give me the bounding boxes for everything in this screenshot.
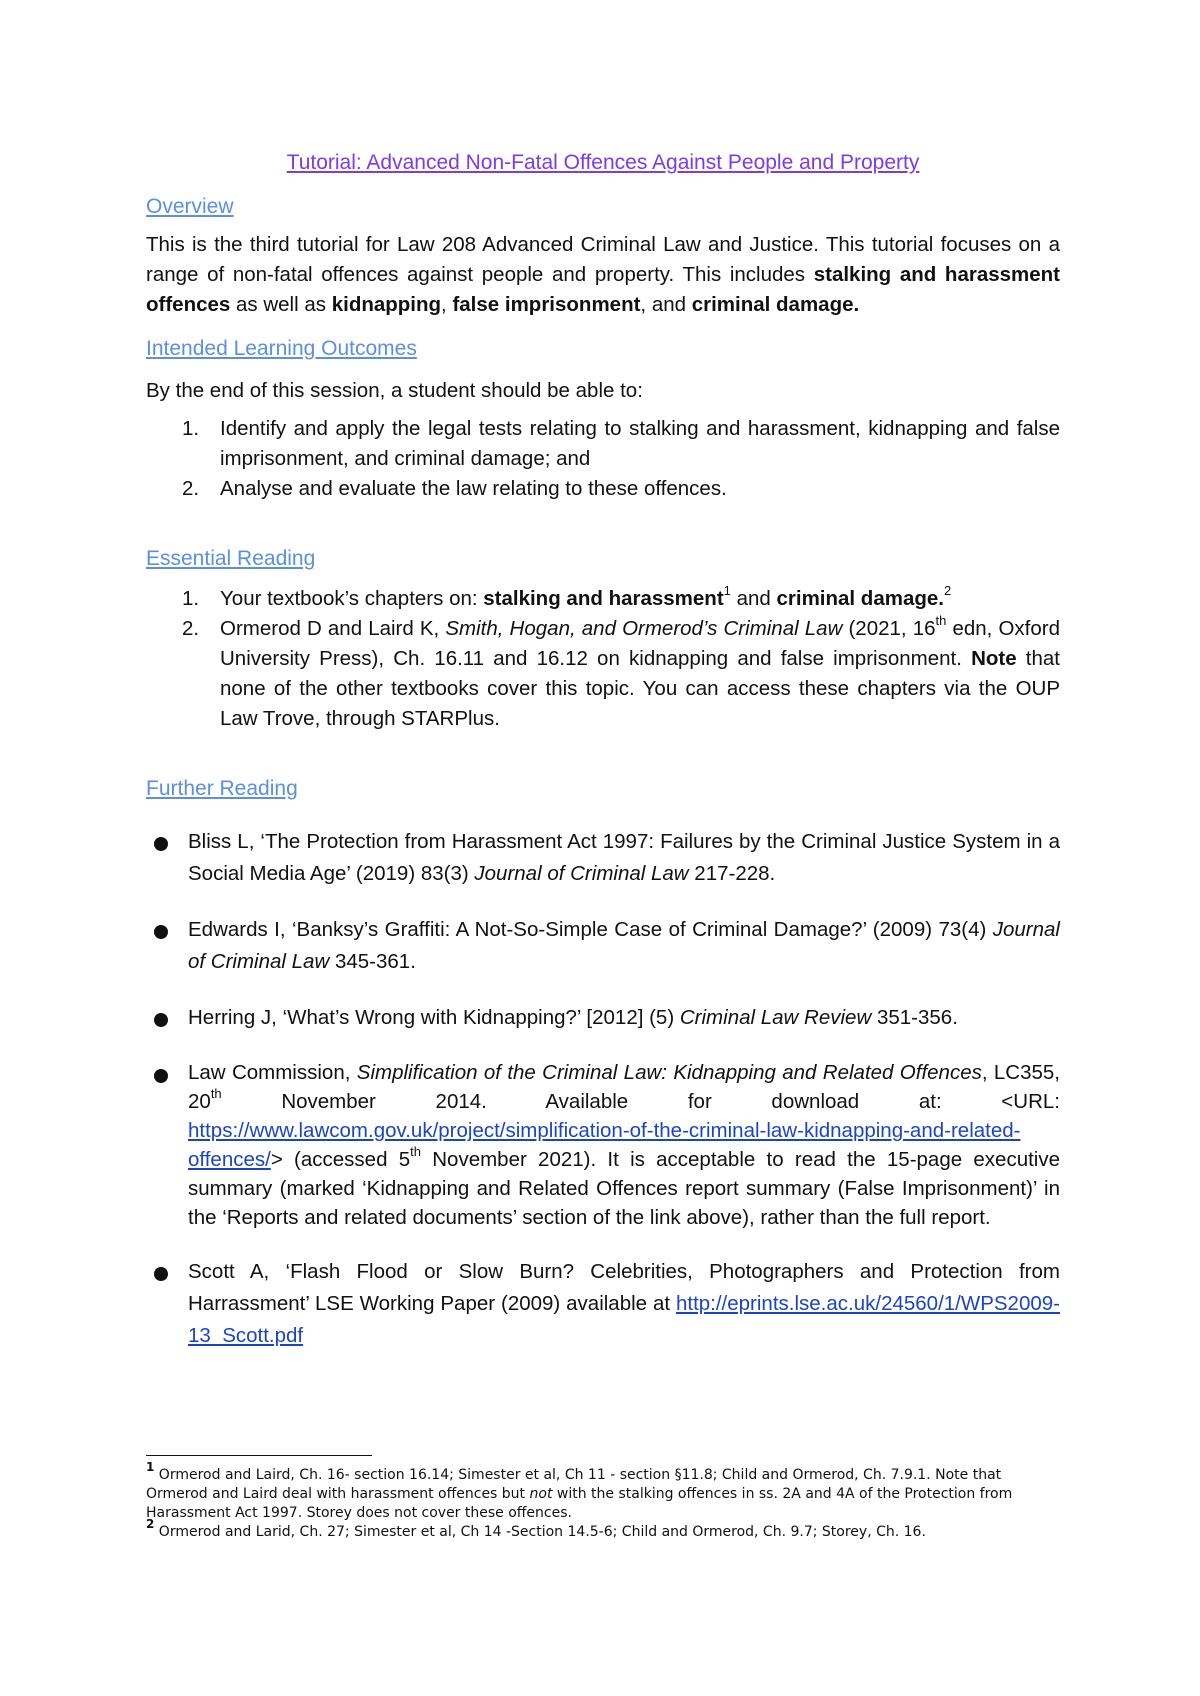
overview-heading: Overview [146, 195, 234, 218]
overview-text-1: This is the third tutorial for Law 208 Advanced Criminal Law and Justice. This tutorial focuses on a range of non-fatal offences against people and property. This includes [146, 233, 1060, 286]
page-title: Tutorial: Advanced Non-Fatal Offences Against People and Property [286, 151, 920, 174]
overview-paragraph [146, 230, 1060, 320]
footnote-ref-1[interactable]: 1 [723, 583, 731, 599]
list-item: 2. Ormerod D and Laird K, Smith, Hogan, and Ormerod’s Criminal Law (2021, 16th edn, Oxford University Press), Ch. 16.11 and 16.12 on kidnapping and false imprisonment. Note that none of the other textbooks cover this topic. You can access these chapters via the OUP Law Trove, through STARPlus. [182, 613, 1060, 730]
overview-bold-4: criminal damage. [691, 293, 860, 316]
bullet-icon [154, 1069, 168, 1083]
list-item: Law Commission, Simplification of the Criminal Law: Kidnapping and Related Offences, LC355, 20th November 2014. Available for download at: <URL: https://www.lawcom.gov.uk/project/simplification-of-the-criminal-law-kidnapping-and-related-offences/> (accessed 5th November 2021). It is acceptable to read the 15-page executive summary (marked ‘Kidnapping and Related Offences report summary (False Imprisonment)’ in the ‘Reports and related documents’ section of the link above), rather than the full report. [146, 1058, 1060, 1232]
lawcom-link[interactable]: https://www.lawcom.gov.uk/project/simplification-of-the-criminal-law-kidnapping-and-related-offences/ [188, 1119, 1021, 1171]
ilo-list [146, 414, 1060, 504]
essential-reading-list [146, 584, 1060, 734]
bullet-icon [154, 925, 168, 939]
overview-text-4: , and [640, 293, 692, 316]
overview-text-2: as well as [230, 293, 332, 316]
essential-reading-heading: Essential Reading [146, 547, 316, 570]
list-item: 1. Identify and apply the legal tests relating to stalking and harassment, kidnapping and false imprisonment, and criminal damage; and [182, 417, 1060, 470]
bullet-icon [154, 837, 168, 851]
bullet-icon [154, 1013, 168, 1027]
ilo-heading: Intended Learning Outcomes [146, 337, 417, 360]
overview-bold-2: kidnapping [331, 293, 442, 316]
list-item: Bliss L, ‘The Protection from Harassment Act 1997: Failures by the Criminal Justice System in a Social Media Age’ (2019) 83(3) Journal of Criminal Law 217-228. [146, 826, 1060, 890]
further-reading-heading: Further Reading [146, 777, 298, 800]
bullet-icon [154, 1267, 168, 1281]
footnote-separator [146, 1455, 372, 1456]
footnote-2: $^2$ Ormerod and Larid, Ch. 27; Simester et al, Ch 14 -Section 14.5-6; Child and Ormerod, Ch. 9.7; Storey, Ch. 16. [146, 1517, 926, 1540]
list-item: Herring J, ‘What’s Wrong with Kidnapping?’ [2012] (5) Criminal Law Review 351-356. [146, 1002, 1060, 1034]
document-body [146, 138, 1060, 1376]
lse-eprints-link[interactable]: http://eprints.lse.ac.uk/24560/1/WPS2009-13_Scott.pdf [188, 1292, 1060, 1347]
list-item: Edwards I, ‘Banksy’s Graffiti: A Not-So-Simple Case of Criminal Damage?’ (2009) 73(4) Journal of Criminal Law 345-361. [146, 914, 1060, 978]
overview-bold-3: false imprisonment [452, 293, 641, 316]
list-item: Scott A, ‘Flash Flood or Slow Burn? Celebrities, Photographers and Protection from Harrassment’ LSE Working Paper (2009) available at http://eprints.lse.ac.uk/24560/1/WPS2009-13_Scott.pdf [146, 1256, 1060, 1352]
further-reading-list [146, 826, 1060, 1352]
list-item: 1. Your textbook’s chapters on: stalking and harassment$^1$ and criminal damage.$^2$ [182, 583, 952, 610]
overview-bold-1: stalking and harassment offences [146, 263, 1061, 316]
footnotes [146, 1455, 1060, 1542]
overview-text-3: , [441, 293, 453, 316]
footnote-1: $^1$ Ormerod and Laird, Ch. 16- section 16.14; Simester et al, Ch 11 - section §11.8; Child and Ormerod, Ch. 7.9.1. Note that Ormerod and Laird deal with harassment offences but not with the stalking offences in ss. 2A and 4A of the Protection from Harassment Act 1997. Storey does not cover these offences. [146, 1460, 1013, 1521]
footnote-ref-2[interactable]: 2 [943, 583, 952, 599]
ilo-intro: By the end of this session, a student should be able to: [146, 379, 643, 402]
list-item: 2. Analyse and evaluate the law relating to these offences. [182, 477, 727, 500]
